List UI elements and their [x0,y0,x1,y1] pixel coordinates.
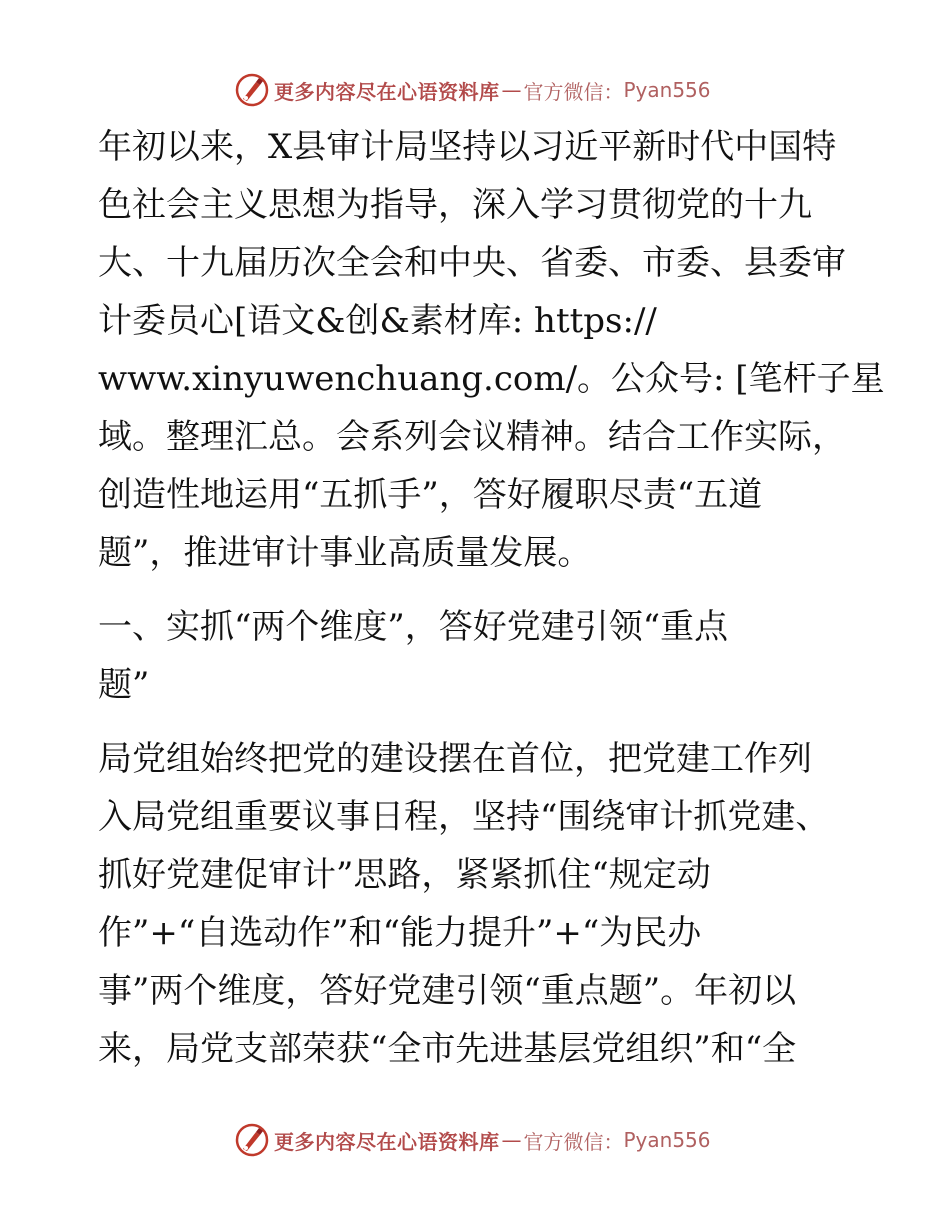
paragraph-party-building [98,730,858,1078]
text-line: 入局党组重要议事日程，坚持“围绕审计抓党建、 [98,797,830,837]
banner-wechat-label: 官方微信： [523,79,624,104]
text-line: 作”+“自选动作”和“能力提升”+“为民办 [98,913,702,953]
heading-line: 一、实抓“两个维度”，答好党建引领“重点 [98,607,729,647]
document-body [98,118,885,1078]
text-line: www.xinyuwenchuang.com/。公众号: [笔杆子星 [98,359,885,399]
text-line: 事”两个维度，答好党建引领“重点题”。年初以 [98,971,797,1011]
pen-circle-logo-icon [234,72,270,108]
banner-wechat-id: Pyan556 [623,1128,711,1152]
section-heading-1 [98,598,858,714]
text-line: 计委员心[语文&创&素材库: https:// [98,301,657,341]
header-banner [234,70,711,110]
banner-wechat-id: Pyan556 [623,78,711,102]
text-line: 局党组始终把党的建设摆在首位，把党建工作列 [98,739,812,779]
text-line: 色社会主义思想为指导，深入学习贯彻党的十九 [98,185,812,225]
banner-dash: — [501,1128,522,1152]
text-line: 来，局党支部荣获“全市先进基层党组织”和“全 [98,1029,797,1069]
text-line: 抓好党建促审计”思路，紧紧抓住“规定动 [98,855,711,895]
pen-circle-logo-icon [234,1122,270,1158]
footer-banner [234,1120,711,1160]
text-line: 创造性地运用“五抓手”，答好履职尽责“五道 [98,475,763,515]
text-line: 年初以来，X县审计局坚持以习近平新时代中国特 [98,127,837,167]
paragraph-intro [98,118,885,582]
heading-line: 题” [98,665,150,705]
banner-dash: — [501,78,522,102]
text-line: 大、十九届历次全会和中央、省委、市委、县委审 [98,243,846,283]
text-line: 题”，推进审计事业高质量发展。 [98,533,592,573]
banner-wechat-label: 官方微信： [523,1129,624,1154]
banner-text: 更多内容尽在心语资料库 [274,79,500,104]
text-line: 域。整理汇总。会系列会议精神。结合工作实际， [98,417,846,457]
banner-text: 更多内容尽在心语资料库 [274,1129,500,1154]
